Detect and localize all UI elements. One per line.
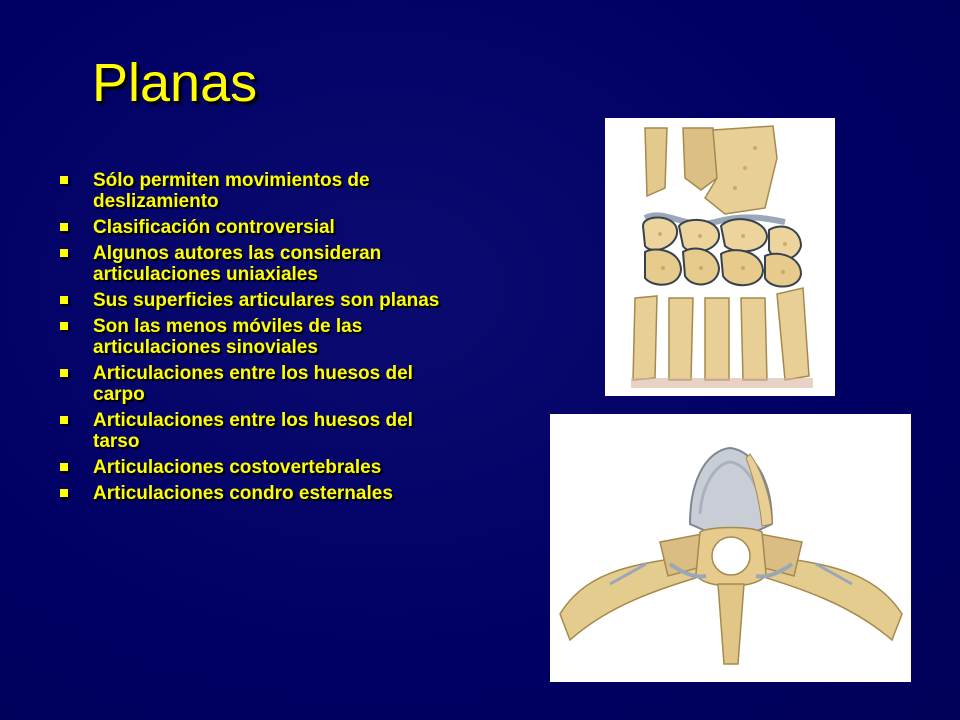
bullet-item [58,363,458,405]
bullet-text: Son las menos móviles de las articulaciones sinoviales [93,316,363,358]
bullet-text: Articulaciones entre los huesos del carpo [93,363,413,405]
wrist-carpal-illustration [605,118,835,396]
bullet-item [58,170,458,212]
bullet-item [58,457,458,478]
square-bullet-icon [60,416,68,424]
slide-title: Planas [92,53,258,113]
square-bullet-icon [60,369,68,377]
bullet-text: Articulaciones condro esternales [93,483,393,504]
square-bullet-icon [60,176,68,184]
bullet-text: Sus superficies articulares son planas [93,290,440,311]
bullet-text: Articulaciones entre los huesos del tarso [93,410,413,452]
vertebra-costovertebral-illustration [550,414,911,682]
bullet-item [58,217,458,238]
bullet-item [58,483,458,504]
square-bullet-icon [60,296,68,304]
square-bullet-icon [60,249,68,257]
square-bullet-icon [60,489,68,497]
bullet-text: Sólo permiten movimientos de deslizamiento [93,170,370,212]
bullet-text: Algunos autores las consideran articulaciones uniaxiales [93,243,382,285]
square-bullet-icon [60,322,68,330]
square-bullet-icon [60,463,68,471]
bullet-text: Articulaciones costovertebrales [93,457,382,478]
square-bullet-icon [60,223,68,231]
bullet-item [58,316,458,358]
bullet-item [58,243,458,285]
bullet-list [58,170,458,509]
bullet-item [58,290,458,311]
bullet-text: Clasificación controversial [93,217,335,238]
bullet-item [58,410,458,452]
